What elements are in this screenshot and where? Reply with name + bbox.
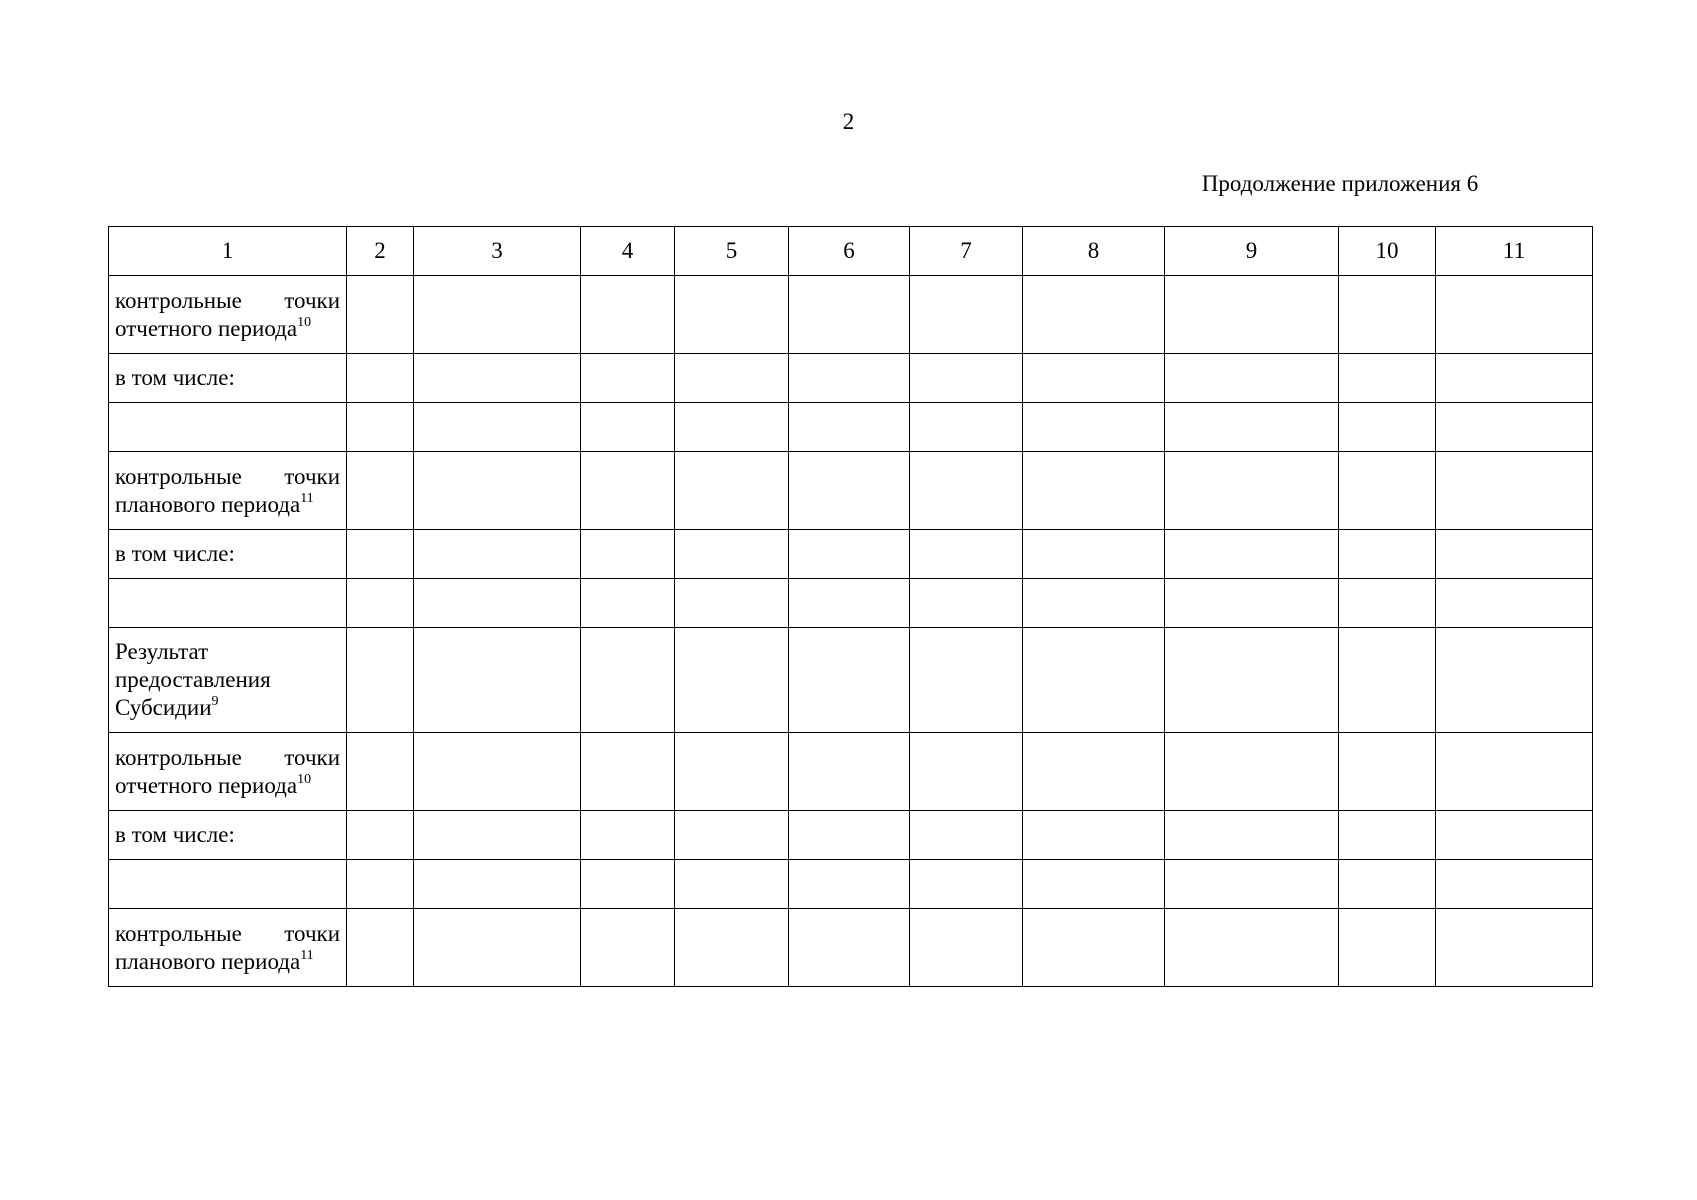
table-cell[interactable] — [910, 579, 1023, 628]
row-label-line: Субсидии — [115, 695, 212, 720]
row-label — [109, 909, 347, 987]
table-cell[interactable] — [1339, 530, 1436, 579]
table-cell[interactable] — [789, 811, 910, 860]
table-cell[interactable] — [581, 579, 675, 628]
header-cell: 4 — [581, 227, 675, 276]
table-cell[interactable] — [414, 452, 581, 530]
row-label — [109, 733, 347, 811]
table-cell[interactable] — [789, 579, 910, 628]
form-table — [108, 226, 1593, 987]
table-cell[interactable] — [675, 860, 789, 909]
table-cell[interactable] — [910, 909, 1023, 987]
table-cell[interactable] — [789, 354, 910, 403]
table-cell[interactable] — [675, 733, 789, 811]
table-cell[interactable] — [347, 579, 414, 628]
table-cell[interactable] — [414, 628, 581, 733]
table-cell[interactable] — [581, 733, 675, 811]
table-cell[interactable] — [414, 579, 581, 628]
table-cell[interactable] — [347, 403, 414, 452]
table-cell[interactable] — [675, 628, 789, 733]
header-cell: 3 — [414, 227, 581, 276]
table-cell[interactable] — [1023, 276, 1165, 354]
table-cell[interactable] — [1023, 530, 1165, 579]
row-label — [109, 276, 347, 354]
row-label[interactable] — [109, 579, 347, 628]
table-cell[interactable] — [1023, 354, 1165, 403]
table-cell[interactable] — [1339, 733, 1436, 811]
table-cell[interactable] — [347, 452, 414, 530]
table-cell[interactable] — [789, 452, 910, 530]
table-cell[interactable] — [910, 811, 1023, 860]
table-cell[interactable] — [414, 354, 581, 403]
table-cell[interactable] — [910, 452, 1023, 530]
table-cell[interactable] — [581, 860, 675, 909]
table-cell[interactable] — [1165, 579, 1339, 628]
row-label-line: планового периода — [115, 491, 301, 517]
table-cell[interactable] — [1339, 579, 1436, 628]
table-cell[interactable] — [789, 733, 910, 811]
header-cell: 11 — [1436, 227, 1593, 276]
header-cell: 2 — [347, 227, 414, 276]
table-cell[interactable] — [675, 276, 789, 354]
table-row — [109, 452, 1593, 530]
table-cell[interactable] — [414, 403, 581, 452]
table-cell[interactable] — [1339, 276, 1436, 354]
row-label[interactable] — [109, 860, 347, 909]
table-cell[interactable] — [1165, 909, 1339, 987]
header-cell: 7 — [910, 227, 1023, 276]
row-label: в том числе: — [109, 811, 347, 860]
table-cell[interactable] — [581, 354, 675, 403]
row-label: в том числе: — [109, 354, 347, 403]
header-row — [109, 227, 1593, 276]
table-cell[interactable] — [1436, 579, 1593, 628]
row-label[interactable] — [109, 403, 347, 452]
table-cell[interactable] — [789, 909, 910, 987]
table-cell[interactable] — [414, 733, 581, 811]
table-cell[interactable] — [1165, 530, 1339, 579]
footnote-marker: 11 — [300, 490, 314, 506]
table-cell[interactable] — [347, 530, 414, 579]
table-cell[interactable] — [910, 733, 1023, 811]
row-label — [109, 628, 347, 733]
table-cell[interactable] — [1339, 860, 1436, 909]
table-row — [109, 733, 1593, 811]
row-label-line: контрольные точки — [115, 744, 340, 770]
table-cell[interactable] — [910, 354, 1023, 403]
table-cell[interactable] — [1436, 530, 1593, 579]
table-cell[interactable] — [675, 530, 789, 579]
table-cell[interactable] — [1165, 276, 1339, 354]
footnote-marker: 10 — [297, 771, 312, 787]
table-cell[interactable] — [347, 276, 414, 354]
table-cell[interactable] — [347, 733, 414, 811]
table-cell[interactable] — [1165, 452, 1339, 530]
table-cell[interactable] — [1165, 628, 1339, 733]
header-cell: 5 — [675, 227, 789, 276]
table-cell[interactable] — [789, 628, 910, 733]
table-row — [109, 579, 1593, 628]
table-cell[interactable] — [1165, 733, 1339, 811]
table-cell[interactable] — [347, 628, 414, 733]
table-row — [109, 276, 1593, 354]
table-cell[interactable] — [581, 276, 675, 354]
table-cell[interactable] — [789, 860, 910, 909]
table-cell[interactable] — [1023, 860, 1165, 909]
table-cell[interactable] — [581, 628, 675, 733]
table-cell[interactable] — [910, 628, 1023, 733]
table-row — [109, 811, 1593, 860]
table-cell[interactable] — [581, 403, 675, 452]
table-cell[interactable] — [1339, 628, 1436, 733]
table-cell[interactable] — [347, 811, 414, 860]
table-cell[interactable] — [789, 530, 910, 579]
table-cell[interactable] — [1436, 909, 1593, 987]
table-cell[interactable] — [1023, 452, 1165, 530]
table-cell[interactable] — [1023, 403, 1165, 452]
row-label-line: отчетного периода — [115, 315, 298, 341]
table-cell[interactable] — [1339, 403, 1436, 452]
table-cell[interactable] — [1339, 811, 1436, 860]
table-cell[interactable] — [1436, 811, 1593, 860]
table-cell[interactable] — [1339, 354, 1436, 403]
table-cell[interactable] — [414, 276, 581, 354]
table-cell[interactable] — [1165, 860, 1339, 909]
header-cell: 9 — [1165, 227, 1339, 276]
table-row — [109, 860, 1593, 909]
table-cell[interactable] — [581, 452, 675, 530]
table-cell[interactable] — [581, 909, 675, 987]
table-row — [109, 530, 1593, 579]
table-cell[interactable] — [675, 403, 789, 452]
table-cell[interactable] — [1165, 354, 1339, 403]
table-cell[interactable] — [581, 811, 675, 860]
table-cell[interactable] — [1023, 811, 1165, 860]
footnote-marker: 9 — [211, 694, 219, 709]
row-label-line: Результат — [115, 639, 209, 664]
table-cell[interactable] — [789, 403, 910, 452]
table-cell[interactable] — [675, 909, 789, 987]
table-cell[interactable] — [1436, 403, 1593, 452]
table-cell[interactable] — [1436, 733, 1593, 811]
table-cell[interactable] — [414, 811, 581, 860]
header-cell: 8 — [1023, 227, 1165, 276]
table-row — [109, 354, 1593, 403]
table-cell[interactable] — [347, 354, 414, 403]
row-label-line: контрольные точки — [115, 463, 340, 489]
table-cell[interactable] — [1436, 628, 1593, 733]
table-cell[interactable] — [1436, 860, 1593, 909]
table-cell[interactable] — [1165, 403, 1339, 452]
table-cell[interactable] — [789, 276, 910, 354]
row-label-line: предоставления — [115, 667, 271, 692]
table-cell[interactable] — [675, 811, 789, 860]
table-cell[interactable] — [414, 530, 581, 579]
row-label-line: планового периода — [115, 948, 301, 974]
table-row — [109, 909, 1593, 987]
table-cell[interactable] — [414, 909, 581, 987]
row-label: в том числе: — [109, 530, 347, 579]
table-cell[interactable] — [1339, 452, 1436, 530]
table-cell[interactable] — [347, 909, 414, 987]
header-cell: 10 — [1339, 227, 1436, 276]
table-cell[interactable] — [910, 860, 1023, 909]
table-cell[interactable] — [1023, 733, 1165, 811]
table-cell[interactable] — [910, 530, 1023, 579]
header-cell: 6 — [789, 227, 910, 276]
table-cell[interactable] — [1436, 276, 1593, 354]
row-label — [109, 452, 347, 530]
table-cell[interactable] — [910, 276, 1023, 354]
row-label-line: контрольные точки — [115, 287, 340, 313]
table-cell[interactable] — [675, 579, 789, 628]
table-cell[interactable] — [1339, 909, 1436, 987]
footnote-marker: 11 — [300, 947, 314, 963]
table-cell[interactable] — [414, 860, 581, 909]
table-cell[interactable] — [1436, 452, 1593, 530]
table-row — [109, 403, 1593, 452]
table-cell[interactable] — [1023, 628, 1165, 733]
header-cell: 1 — [109, 227, 347, 276]
table-cell[interactable] — [675, 354, 789, 403]
table-cell[interactable] — [675, 452, 789, 530]
appendix-continuation-label: Продолжение приложения 6 — [1201, 171, 1479, 196]
row-label-line: отчетного периода — [115, 772, 298, 798]
row-label-line: контрольные точки — [115, 920, 340, 946]
table-cell[interactable] — [347, 860, 414, 909]
page-number: 2 — [842, 109, 855, 134]
table-cell[interactable] — [1165, 811, 1339, 860]
table-cell[interactable] — [1023, 579, 1165, 628]
footnote-marker: 10 — [297, 314, 312, 330]
table-cell[interactable] — [581, 530, 675, 579]
table-cell[interactable] — [1023, 909, 1165, 987]
table-row — [109, 628, 1593, 733]
table-cell[interactable] — [1436, 354, 1593, 403]
table-cell[interactable] — [910, 403, 1023, 452]
